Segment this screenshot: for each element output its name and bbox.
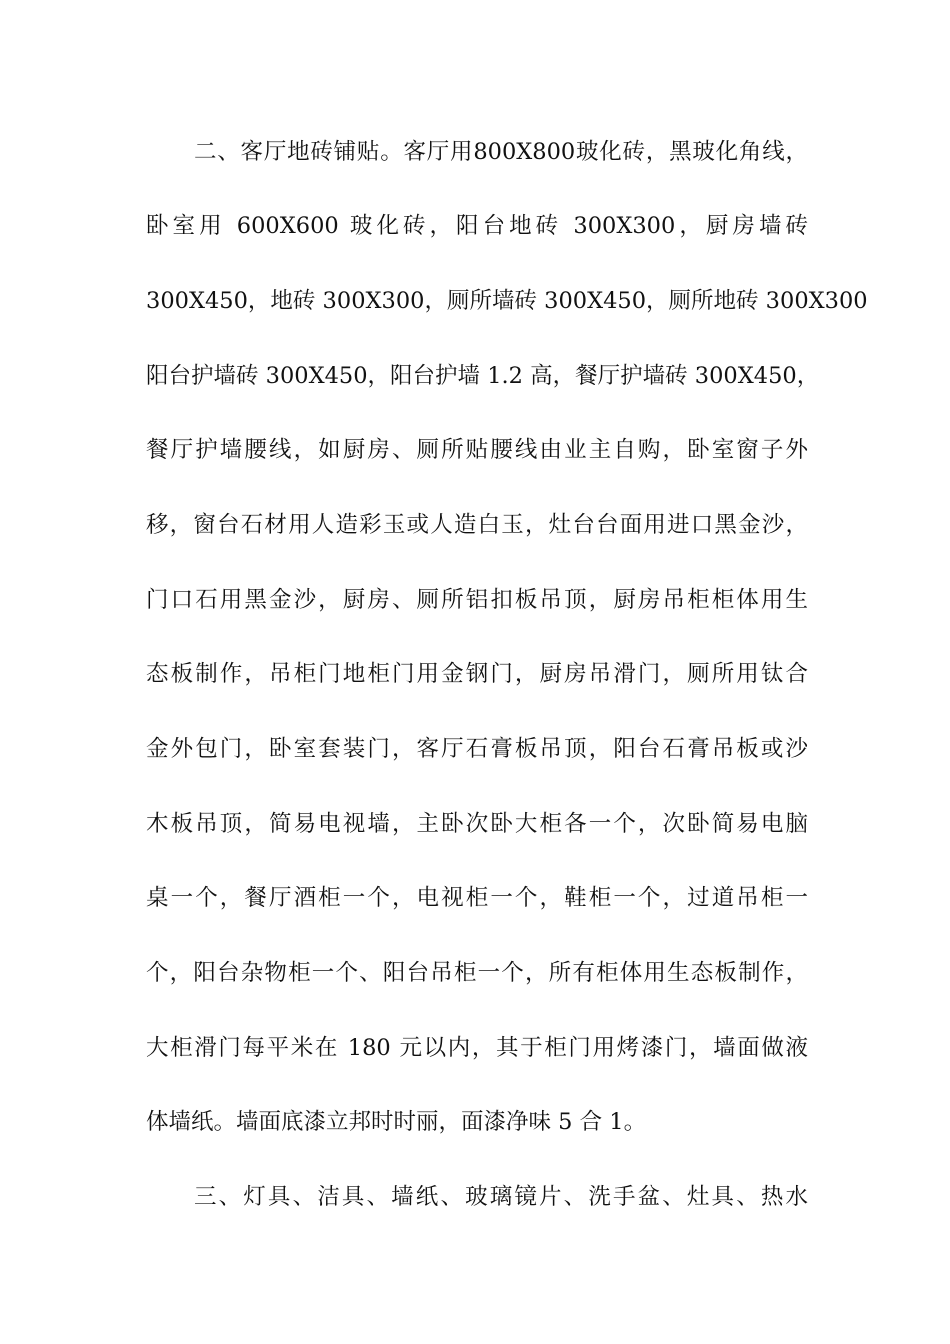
paragraph-2-line-8: 态板制作，吊柜门地柜门用金钢门，厨房吊滑门，厕所用钛合 [146,661,808,687]
paragraph-3-line-1: 三、灯具、洁具、墙纸、玻璃镜片、洗手盆、灶具、热水 [194,1184,808,1210]
paragraph-2-line-5: 餐厅护墙腰线，如厨房、厕所贴腰线由业主自购，卧室窗子外 [146,437,808,463]
paragraph-2-line-2: 卧室用 600X600 玻化砖，阳台地砖 300X300，厨房墙砖 [146,213,808,239]
paragraph-2-line-9: 金外包门，卧室套装门，客厅石膏板吊顶，阳台石膏吊板或沙 [146,736,808,762]
paragraph-2-line-3: 300X450，地砖 300X300，厕所墙砖 300X450，厕所地砖 300X300 [146,288,868,314]
paragraph-2-line-4: 阳台护墙砖 300X450，阳台护墙 1.2 高，餐厅护墙砖 300X450， [146,363,820,389]
paragraph-2-line-12: 个，阳台杂物柜一个、阳台吊柜一个，所有柜体用生态板制作， [146,960,808,986]
paragraph-2-line-14: 体墙纸。墙面底漆立邦时时丽，面漆净味 5 合 1。 [146,1109,647,1135]
paragraph-2-line-11: 桌一个，餐厅酒柜一个，电视柜一个，鞋柜一个，过道吊柜一 [146,885,808,911]
paragraph-2-line-1: 二、客厅地砖铺贴。客厅用800X800玻化砖，黑玻化角线， [194,139,808,165]
paragraph-2-line-13: 大柜滑门每平米在 180 元以内，其于柜门用烤漆门，墙面做液 [146,1035,808,1061]
paragraph-2-line-6: 移，窗台石材用人造彩玉或人造白玉，灶台台面用进口黑金沙， [146,512,808,538]
paragraph-2-line-10: 木板吊顶，简易电视墙，主卧次卧大柜各一个，次卧简易电脑 [146,811,808,837]
paragraph-2-line-7: 门口石用黑金沙，厨房、厕所铝扣板吊顶，厨房吊柜柜体用生 [146,587,808,613]
